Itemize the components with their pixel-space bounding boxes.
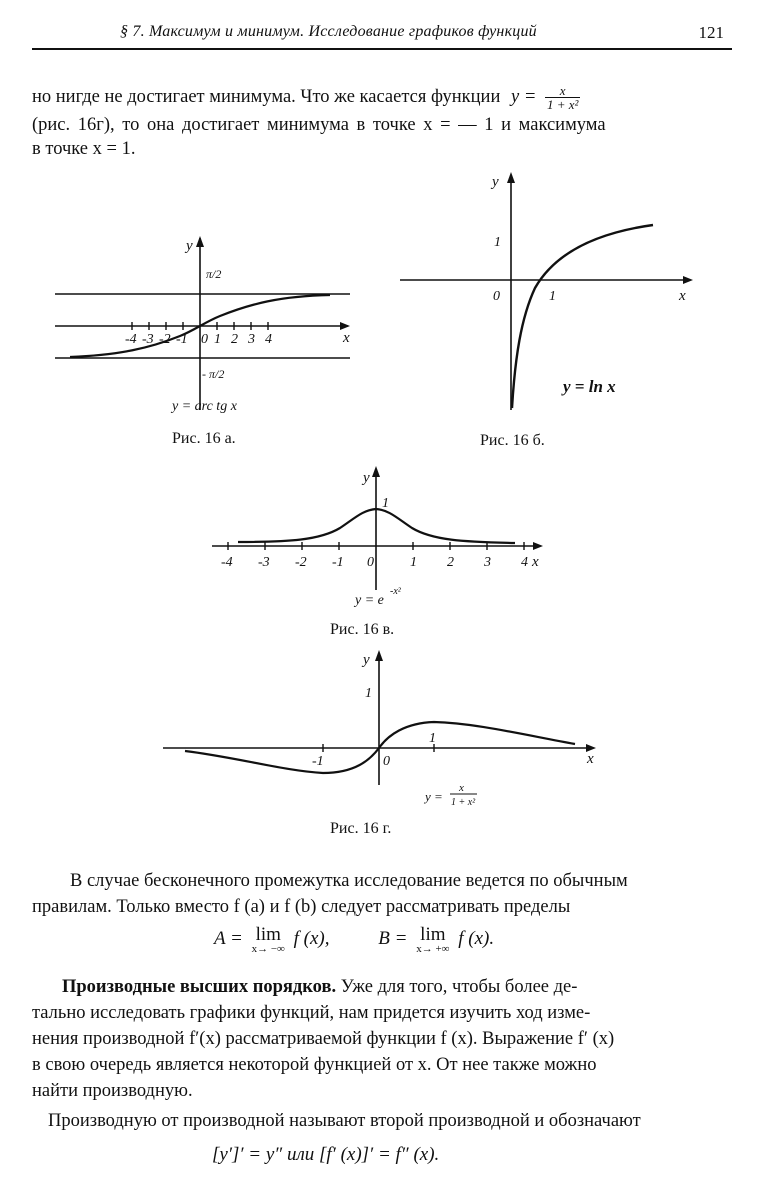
intro-fraction-denominator: 1 + x²: [546, 97, 579, 113]
caption-16c: Рис. 16 в.: [330, 621, 395, 638]
p2-line-5: найти производную.: [32, 1081, 193, 1101]
x-tick-label: -1: [176, 332, 188, 347]
x-tick-label: -2: [159, 332, 171, 347]
y-label: y: [186, 238, 193, 254]
formula-b-lim-word: lim: [420, 924, 446, 945]
formula-b-lim-sub: x→ +∞: [416, 943, 450, 955]
caption-16b: Рис. 16 б.: [480, 432, 545, 449]
intro-paragraph: [32, 80, 732, 160]
page-number: 121: [698, 23, 724, 42]
x-tick-label: 4: [265, 332, 272, 347]
neg-pi-half-label: - π/2: [202, 367, 225, 381]
minus-one-label: -1: [312, 754, 324, 769]
y-axis-arrow: [372, 466, 380, 477]
formula: y = arc tg x: [172, 399, 237, 414]
x-tick-label: -4: [221, 555, 233, 570]
one-x-label: 1: [429, 731, 436, 746]
p2-line-2: тально исследовать графики функций, нам придется изучить ход изме-: [32, 1003, 591, 1023]
zero-label: 0: [493, 289, 500, 304]
p3-line-1: Производную от производной называют второй производной и обозначают: [48, 1111, 641, 1131]
second-derivative-formula: [y′]′ = y″ или [f′ (x)]′ = f″ (x).: [212, 1144, 440, 1165]
zero-label: 0: [201, 332, 208, 347]
formula-a-lhs: A =: [214, 928, 243, 949]
intro-line-3: в точке x = 1.: [32, 139, 136, 159]
figure-16d: [155, 645, 610, 815]
p1-line-1: В случае бесконечного промежутка исследование ведется по обычным: [70, 871, 628, 891]
intro-fraction-numerator: x: [545, 84, 580, 98]
figure-16b: [395, 168, 705, 418]
caption-16a: Рис. 16 а.: [172, 430, 236, 447]
p2-heading: Производные высших порядков.: [62, 977, 337, 997]
formula-a-lim-word: lim: [255, 924, 281, 945]
pi-half-label: π/2: [206, 267, 222, 281]
figure-16a: [50, 230, 360, 420]
formula-b-rhs: f (x).: [458, 928, 495, 949]
one-y-label: 1: [494, 235, 501, 250]
p2-line-4: в свою очередь является некоторой функцией от x. От нее также можно: [32, 1055, 597, 1075]
x-tick-label: -2: [295, 555, 307, 570]
y-axis-arrow: [507, 172, 515, 183]
x-tick-label: 3: [248, 332, 255, 347]
zero-label: 0: [383, 754, 390, 769]
formula: y = ln x: [563, 377, 616, 396]
formula-a-lim-sub: x→ −∞: [251, 943, 285, 955]
formula-lhs: y =: [425, 789, 443, 804]
x-tick-label: 4: [521, 555, 528, 570]
x-tick-label: -1: [332, 555, 344, 570]
x-label: x: [587, 751, 594, 767]
p2-line-1: [62, 974, 577, 1000]
y-label: y: [363, 470, 370, 486]
x-tick-label: 2: [231, 332, 238, 347]
figure-16c: [200, 462, 555, 612]
x-tick-label: 1: [214, 332, 221, 347]
formula-exponent: -x²: [390, 586, 401, 597]
x-axis-arrow: [533, 542, 543, 550]
x-tick-label: 3: [484, 555, 491, 570]
one-y-label: 1: [382, 496, 389, 511]
p2-line-3: нения производной f′(x) рассматриваемой функции f (x). Выражение f′ (x): [32, 1029, 615, 1049]
formula-a-rhs: f (x),: [293, 928, 330, 949]
y-axis-arrow: [196, 236, 204, 247]
one-x-label: 1: [549, 289, 556, 304]
intro-line-1: но нигде не достигает минимума. Что же касается функции: [32, 87, 501, 107]
limits-formula: [214, 926, 494, 955]
formula-b-lhs: B =: [378, 928, 408, 949]
intro-line-2: (рис. 16г), то она достигает минимума в точке x = — 1 и максимума: [32, 115, 606, 135]
x-label: x: [679, 288, 686, 304]
formula-base: y = e: [355, 593, 384, 608]
p2-line-1-rest: Уже для того, чтобы более де-: [340, 977, 578, 997]
formula-a-lim: [252, 926, 285, 955]
y-label: y: [363, 652, 370, 668]
p1-line-2: правилам. Только вместо f (a) и f (b) следует рассматривать пределы: [32, 897, 571, 917]
x-tick-label: -3: [142, 332, 154, 347]
x-tick-label: -3: [258, 555, 270, 570]
x-label: x: [343, 330, 350, 346]
x-axis-arrow: [340, 322, 350, 330]
section-title: § 7. Максимум и минимум. Исследование графиков функций: [120, 23, 537, 40]
formula-denominator: 1 + x²: [451, 797, 476, 808]
body-text: [32, 868, 732, 1188]
x-axis-arrow: [683, 276, 693, 284]
intro-fraction: [545, 84, 580, 111]
formula-b-lim: [416, 926, 449, 955]
one-y-label: 1: [365, 686, 372, 701]
y-label: y: [492, 174, 499, 190]
intro-y-eq: y =: [510, 87, 537, 107]
formula-numerator: x: [459, 782, 464, 794]
x-tick-label: 2: [447, 555, 454, 570]
page-header: [32, 22, 732, 50]
zero-label: 0: [367, 555, 374, 570]
y-axis-arrow: [375, 650, 383, 661]
x-tick-label: 1: [410, 555, 417, 570]
x-label: x: [532, 554, 539, 570]
x-tick-label: -4: [125, 332, 137, 347]
caption-16d: Рис. 16 г.: [330, 820, 392, 837]
